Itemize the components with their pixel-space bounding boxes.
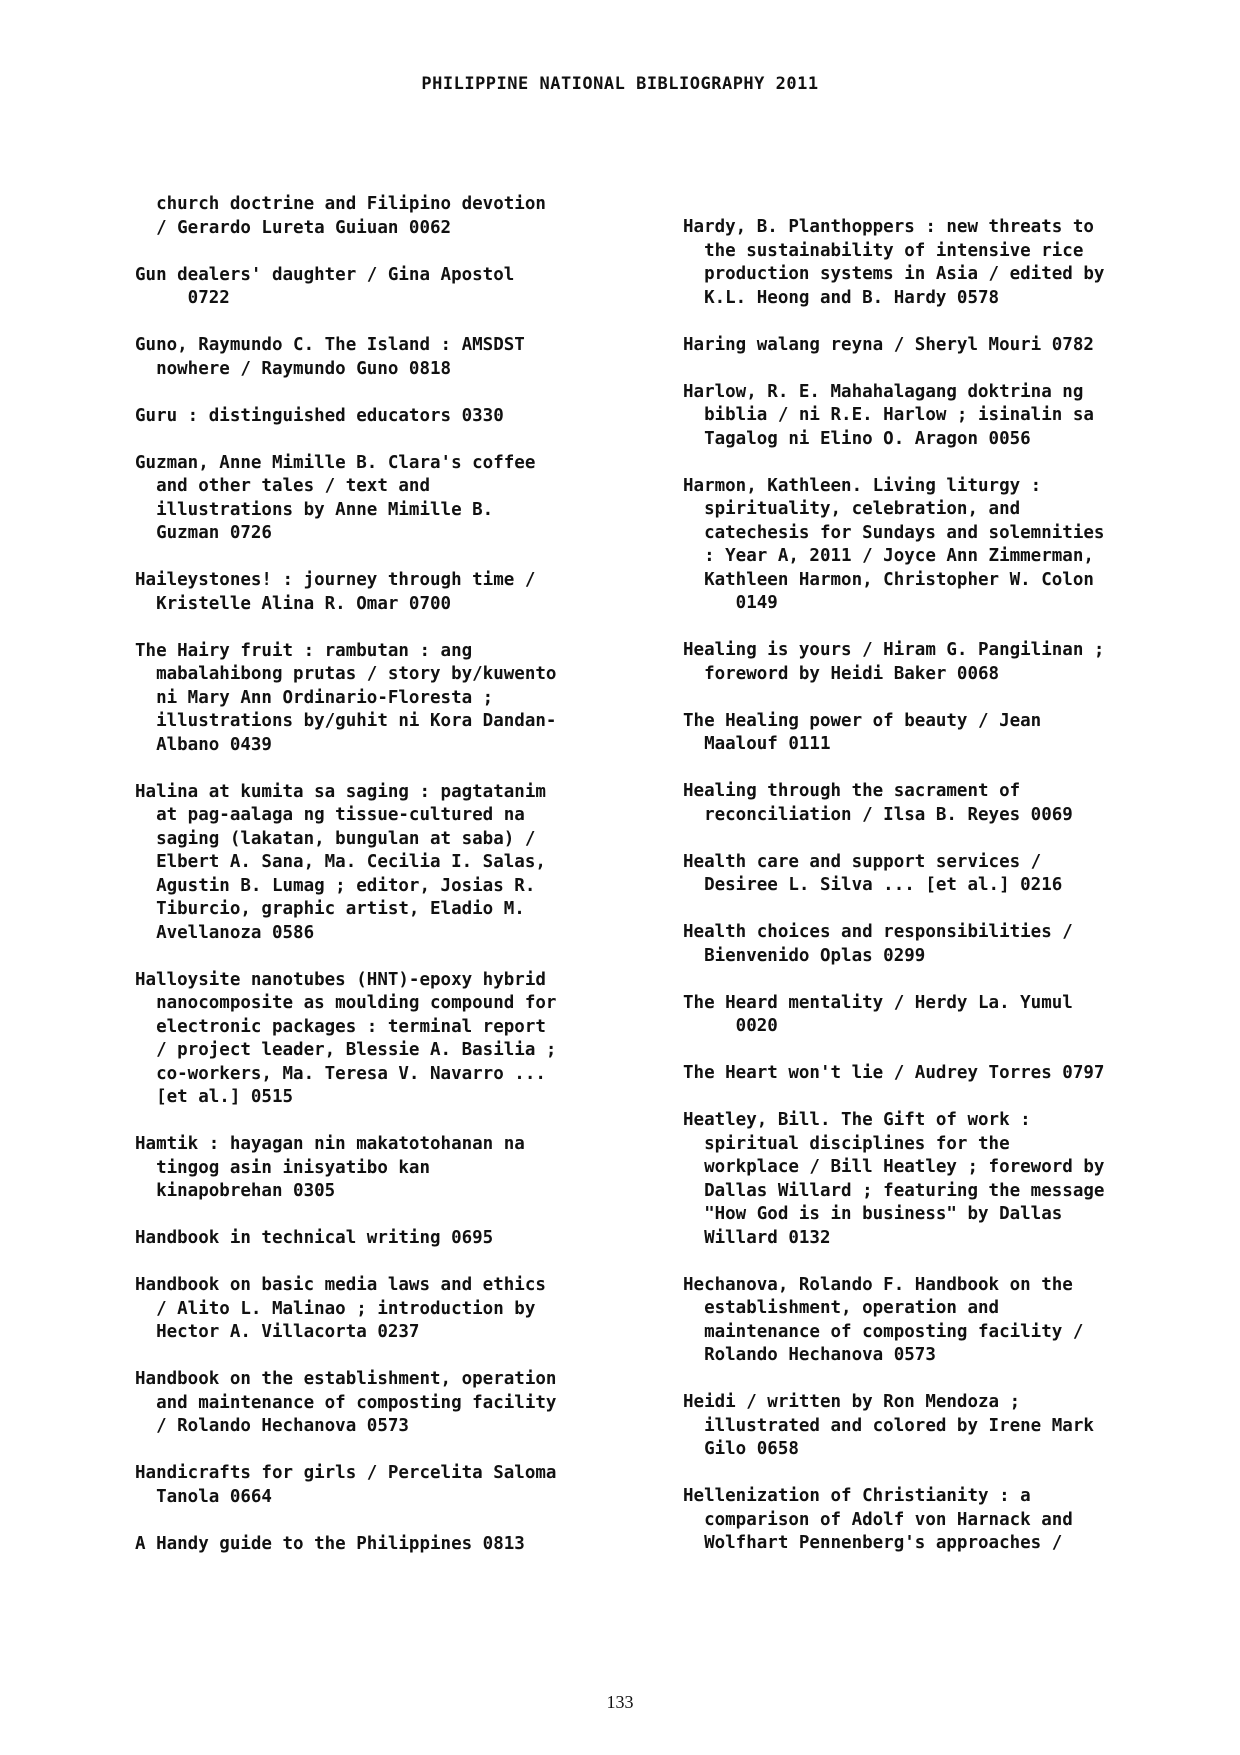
bibliography-entry: Halloysite nanotubes (HNT)-epoxy hybrid nanocomposite as moulding compound for electronic packages : terminal report / project leader, Blessie A. Basilia ; co-workers, Ma. Teresa V. Navarro ... [et al.] 0515: [135, 969, 557, 1107]
bibliography-entry: Hellenization of Christianity : a comparison of Adolf von Harnack and Wolfhart Pennenberg's approaches /: [683, 1486, 1073, 1553]
bibliography-entry: Handbook in technical writing 0695: [135, 1228, 494, 1248]
bibliography-entry: church doctrine and Filipino devotion / Gerardo Lureta Guiuan 0062: [156, 194, 546, 238]
bibliography-entry: The Heart won't lie / Audrey Torres 0797: [683, 1063, 1105, 1083]
bibliography-entry: Health choices and responsibilities / Bienvenido Oplas 0299: [683, 922, 1073, 966]
bibliography-entry: Healing is yours / Hiram G. Pangilinan ; foreword by Heidi Baker 0068: [683, 640, 1105, 684]
bibliography-entry: Haileystones! : journey through time / Kristelle Alina R. Omar 0700: [135, 570, 536, 614]
bibliography-entry: Hamtik : hayagan nin makatotohanan na tingog asin inisyatibo kan kinapobrehan 0305: [135, 1134, 525, 1201]
bibliography-entry: Heidi / written by Ron Mendoza ; illustrated and colored by Irene Mark Gilo 0658: [683, 1392, 1094, 1459]
bibliography-entry: Hechanova, Rolando F. Handbook on the establishment, operation and maintenance of composting facility / Rolando Hechanova 0573: [683, 1274, 1084, 1365]
bibliography-entry: Handbook on the establishment, operation and maintenance of composting facility / Rolando Hechanova 0573: [135, 1369, 557, 1436]
left-column: [135, 193, 655, 1580]
bibliography-entry: Handicrafts for girls / Percelita Saloma Tanola 0664: [135, 1463, 557, 1507]
bibliography-entry: Gun dealers' daughter / Gina Apostol 0722: [135, 264, 515, 308]
right-column: [683, 216, 1203, 1579]
bibliography-entry: Health care and support services / Desiree L. Silva ... [et al.] 0216: [683, 851, 1063, 895]
page-number: 133: [606, 1692, 634, 1712]
bibliography-entry: Guzman, Anne Mimille B. Clara's coffee and other tales / text and illustrations by Anne Mimille B. Guzman 0726: [135, 452, 536, 543]
bibliography-entry: Guru : distinguished educators 0330: [135, 405, 504, 426]
bibliography-entry: Healing through the sacrament of reconciliation / Ilsa B. Reyes 0069: [683, 781, 1073, 825]
bibliography-entry: A Handy guide to the Philippines 0813: [135, 1533, 525, 1554]
bibliography-entry: Harmon, Kathleen. Living liturgy : spirituality, celebration, and catechesis for Sundays and solemnities : Year A, 2011 / Joyce Ann Zimmerman, Kathleen Harmon, Christopher W. Colon 0149: [683, 475, 1105, 613]
bibliography-entry: The Heard mentality / Herdy La. Yumul 0020: [683, 992, 1073, 1036]
bibliography-entry: The Healing power of beauty / Jean Maalouf 0111: [683, 710, 1042, 754]
bibliography-entry: Halina at kumita sa saging : pagtatanim at pag-aalaga ng tissue-cultured na saging (lakatan, bungulan at saba) / Elbert A. Sana, Ma. Cecilia I. Salas, Agustin B. Lumag ; editor, Josias R. Tiburcio, graphic artist, Eladio M. Avellanoza 0586: [135, 781, 546, 943]
bibliography-entry: Handbook on basic media laws and ethics / Alito L. Malinao ; introduction by Hector A. Villacorta 0237: [135, 1275, 546, 1342]
bibliography-entry: The Hairy fruit : rambutan : ang mabalahibong prutas / story by/kuwento ni Mary Ann Ordinario-Floresta ; illustrations by/guhit ni Kora Dandan- Albano 0439: [135, 640, 557, 755]
bibliography-entry: Hardy, B. Planthoppers : new threats to the sustainability of intensive rice production systems in Asia / edited by K.L. Heong and B. Hardy 0578: [683, 217, 1105, 308]
bibliography-entry: Harlow, R. E. Mahahalagang doktrina ng biblia / ni R.E. Harlow ; isinalin sa Tagalog ni Elino O. Aragon 0056: [683, 381, 1094, 449]
bibliography-entry: Guno, Raymundo C. The Island : AMSDST nowhere / Raymundo Guno 0818: [135, 335, 525, 379]
page-header: PHILIPPINE NATIONAL BIBLIOGRAPHY 2011: [421, 74, 819, 94]
bibliography-entry: Haring walang reyna / Sheryl Mouri 0782: [683, 334, 1094, 355]
bibliography-entry: Heatley, Bill. The Gift of work : spiritual disciplines for the workplace / Bill Heatley ; foreword by Dallas Willard ; featuring the message "How God is in business" by Dallas Willard 0132: [683, 1110, 1105, 1248]
